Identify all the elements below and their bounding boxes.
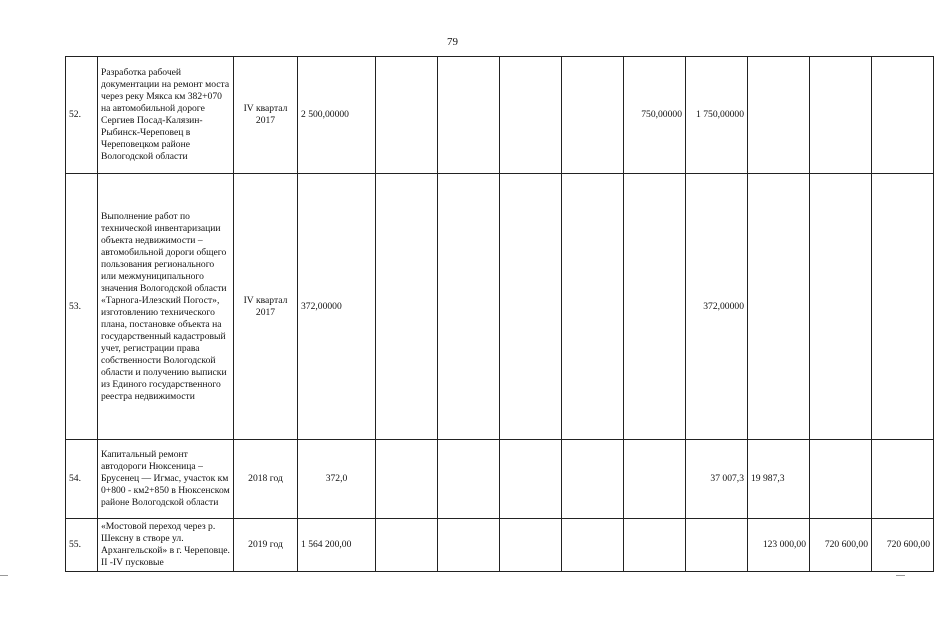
amount-cell — [562, 440, 624, 519]
table-row — [66, 519, 934, 572]
amount-cell — [500, 440, 562, 519]
amount-cell — [562, 519, 624, 572]
amount-cell — [376, 174, 438, 440]
amount-cell — [500, 519, 562, 572]
amount-cell — [810, 57, 872, 174]
amount-cell — [872, 440, 934, 519]
work-description: Капитальный ремонт автодороги Нюксеница – Брусенец — Игмас, участок км 0+800 - км2+850 в Нюксенском районе Вологодской области — [98, 440, 234, 519]
amount-cell — [500, 174, 562, 440]
amount-cell — [748, 174, 810, 440]
amount-cell — [500, 57, 562, 174]
amount-cell: 720 600,00 — [872, 519, 934, 572]
work-term: IV квартал 2017 — [234, 174, 298, 440]
amount-cell: 123 000,00 — [748, 519, 810, 572]
total-cost: 1 564 200,00 — [298, 519, 376, 572]
amount-cell: 750,00000 — [624, 57, 686, 174]
row-number: 52. — [66, 57, 98, 174]
amount-cell — [438, 519, 500, 572]
amount-cell: 1 750,00000 — [686, 57, 748, 174]
amount-cell — [872, 174, 934, 440]
amount-cell — [376, 440, 438, 519]
amount-cell: 37 007,3 — [686, 440, 748, 519]
row-number: 55. — [66, 519, 98, 572]
page-number: 79 — [447, 36, 458, 48]
work-term: IV квартал 2017 — [234, 57, 298, 174]
amount-cell — [624, 440, 686, 519]
work-description: «Мостовой переход через р. Шексну в створе ул. Архангельской» в г. Череповце. II -IV пусковые — [98, 519, 234, 572]
work-term: 2018 год — [234, 440, 298, 519]
amount-cell — [438, 174, 500, 440]
amount-cell — [624, 174, 686, 440]
amount-cell — [810, 440, 872, 519]
table-row — [66, 440, 934, 519]
funding-table — [65, 56, 934, 572]
amount-cell — [562, 174, 624, 440]
amount-cell: 720 600,00 — [810, 519, 872, 572]
row-number: 53. — [66, 174, 98, 440]
amount-cell — [438, 57, 500, 174]
total-cost: 372,0 — [298, 440, 376, 519]
work-description: Выполнение работ по технической инвентаризации объекта недвижимости – автомобильной дороги общего пользования регионального или межмуниципального значения Вологодской области «Тарнога-Илезский Погост», изготовлению технического плана, постановке объекта на государственный кадастровый учет, регистрации права собственности Вологодской области и получению выписки из Единого государственного реестра недвижимости — [98, 174, 234, 440]
scan-edge-mark-right — [896, 575, 905, 576]
amount-cell — [748, 57, 810, 174]
amount-cell — [562, 57, 624, 174]
scan-edge-mark-left — [0, 575, 8, 576]
amount-cell — [624, 519, 686, 572]
amount-cell — [376, 57, 438, 174]
amount-cell — [810, 174, 872, 440]
table-row — [66, 57, 934, 174]
amount-cell — [686, 519, 748, 572]
work-term: 2019 год — [234, 519, 298, 572]
total-cost: 372,00000 — [298, 174, 376, 440]
amount-cell: 19 987,3 — [748, 440, 810, 519]
total-cost: 2 500,00000 — [298, 57, 376, 174]
table-row — [66, 174, 934, 440]
amount-cell — [872, 57, 934, 174]
amount-cell: 372,00000 — [686, 174, 748, 440]
row-number: 54. — [66, 440, 98, 519]
amount-cell — [376, 519, 438, 572]
amount-cell — [438, 440, 500, 519]
work-description: Разработка рабочей документации на ремонт моста через реку Мякса км 382+070 на автомобильной дороге Сергиев Посад-Калязин-Рыбинск-Череповец в Череповецком районе Вологодской области — [98, 57, 234, 174]
